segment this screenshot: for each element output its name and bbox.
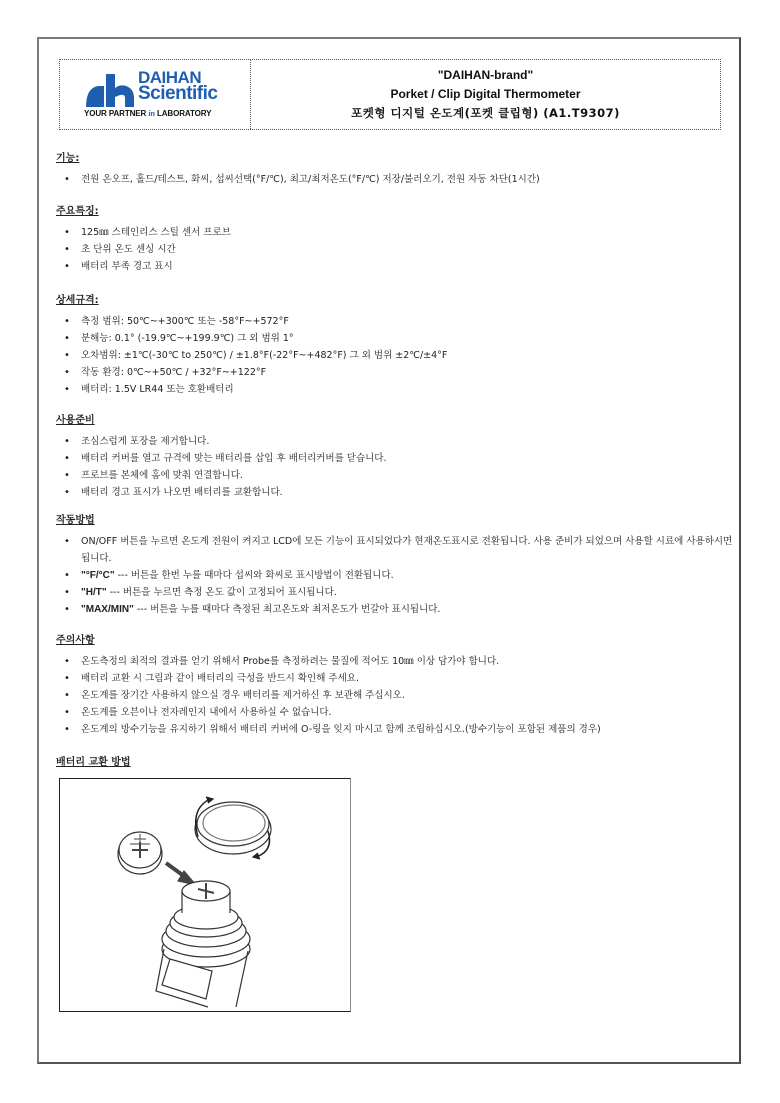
list-item: • 배터리 부족 경고 표시 bbox=[56, 258, 736, 275]
list-item: • 125㎜ 스테인리스 스틸 센서 프로브 bbox=[56, 224, 736, 241]
section-heading: 기능: bbox=[56, 153, 80, 164]
section-functions bbox=[56, 152, 736, 188]
tagline-in: in bbox=[148, 109, 155, 118]
list-item: • 전원 온오프, 홀드/테스트, 화씨, 섭씨선택(°F/℃), 최고/최저온도(°F/℃) 저장/불러오기, 전원 자동 차단(1시간) bbox=[56, 171, 736, 188]
title-product-ko: 포켓형 디지털 온도계(포켓 클립형) (A1.T9307) bbox=[351, 106, 620, 120]
list-item: • 온도계를 오븐이나 전자레인지 내에서 사용하실 수 없습니다. bbox=[56, 704, 736, 721]
list-item: • 오차범위: ±1℃(-30℃ to 250℃) / ±1.8°F(-22°F~+482°F) 그 외 범위 ±2℃/±4°F bbox=[56, 347, 736, 364]
battery-replacement-illustration bbox=[59, 778, 351, 1012]
tagline-post: LABORATORY bbox=[154, 109, 212, 118]
section-preparation bbox=[56, 414, 736, 501]
section-specifications bbox=[56, 294, 736, 398]
list-item: • 배터리 커버를 열고 규격에 맞는 배터리를 삽입 후 배터리커버를 닫습니다. bbox=[56, 450, 736, 467]
logo-wordmark bbox=[138, 70, 217, 102]
tagline-pre: YOUR PARTNER bbox=[84, 109, 149, 118]
list-item bbox=[56, 601, 736, 618]
list-item: • 초 단위 온도 센싱 시간 bbox=[56, 241, 736, 258]
item-text: --- 버튼을 누를 때마다 측정된 최고온도와 최저온도가 번갈아 표시됩니다. bbox=[133, 604, 441, 615]
list-item: • 온도계를 장기간 사용하지 않으실 경우 배터리를 제거하신 후 보관해 주십시오. bbox=[56, 687, 736, 704]
section-heading: 상세규격: bbox=[56, 295, 99, 306]
battery-diagram-icon bbox=[60, 779, 350, 1011]
list-item bbox=[56, 533, 736, 567]
section-heading: 주요특징: bbox=[56, 206, 99, 217]
section-key-features bbox=[56, 205, 736, 275]
list-item: • 배터리 교환 시 그림과 같이 배터리의 극성을 반드시 확인해 주세요. bbox=[56, 670, 736, 687]
item-text: ON/OFF 버튼을 누르면 온도계 전원이 켜지고 LCD에 모든 기능이 표시되었다가 현재온도표시로 전환됩니다. 사용 준비가 되었으며 사용할 시료에 사용하시면 됩니다. bbox=[81, 536, 733, 564]
list-item: • 작동 환경: 0℃~+50℃ / +32°F~+122°F bbox=[56, 364, 736, 381]
item-text: --- 버튼을 누르면 측정 온도 값이 고정되어 표시됩니다. bbox=[106, 587, 337, 598]
list-item: • 온도계의 방수기능을 유지하기 위해서 배터리 커버에 O-링을 잊지 마시고 함께 조립하십시오.(방수기능이 포함된 제품의 경우) bbox=[56, 721, 736, 738]
logo-tagline bbox=[84, 109, 211, 118]
list-item: • 배터리 경고 표시가 나오면 배터리를 교환합니다. bbox=[56, 484, 736, 501]
list-item: • 측정 범위: 50℃~+300℃ 또는 -58°F~+572°F bbox=[56, 313, 736, 330]
list-item: • 프로브를 본체에 홈에 맞춰 연결합니다. bbox=[56, 467, 736, 484]
button-label-max-min: "MAX/MIN" bbox=[81, 604, 134, 615]
list-item: • 배터리: 1.5V LR44 또는 호환배터리 bbox=[56, 381, 736, 398]
title-cell bbox=[251, 60, 720, 129]
title-product-en: Porket / Clip Digital Thermometer bbox=[390, 87, 581, 101]
dh-logo-mark-icon bbox=[84, 74, 136, 107]
logo-brand-line2: Scientific bbox=[138, 83, 218, 104]
list-item: • 온도측정의 최적의 결과를 얻기 위해서 Probe를 측정하려는 물질에 적어도 10㎜ 이상 담가야 합니다. bbox=[56, 653, 736, 670]
item-text: --- 버튼을 한번 누를 때마다 섭씨와 화씨로 표시방법이 전환됩니다. bbox=[114, 570, 394, 581]
logo-cell bbox=[60, 60, 251, 129]
list-item bbox=[56, 584, 736, 601]
logo-brand-line1: DAIHAN bbox=[138, 68, 202, 87]
title-brand: "DAIHAN-brand" bbox=[437, 68, 534, 82]
button-label-h-t: "H/T" bbox=[81, 587, 107, 598]
section-operation bbox=[56, 514, 736, 618]
list-item: • 분해능: 0.1° (-19.9℃~+199.9℃) 그 외 범위 1° bbox=[56, 330, 736, 347]
daihan-logo bbox=[84, 70, 234, 122]
section-heading: 작동방법 bbox=[56, 515, 95, 526]
section-battery-replacement bbox=[56, 756, 736, 775]
button-label-f-c: "°F/°C" bbox=[81, 570, 115, 581]
section-heading: 배터리 교환 방법 bbox=[56, 757, 131, 768]
section-cautions bbox=[56, 634, 736, 738]
list-item: • 조심스럽게 포장을 제거합니다. bbox=[56, 433, 736, 450]
list-item bbox=[56, 567, 736, 584]
section-heading: 사용준비 bbox=[56, 415, 95, 426]
section-heading: 주의사항 bbox=[56, 635, 95, 646]
document-header bbox=[59, 59, 721, 130]
